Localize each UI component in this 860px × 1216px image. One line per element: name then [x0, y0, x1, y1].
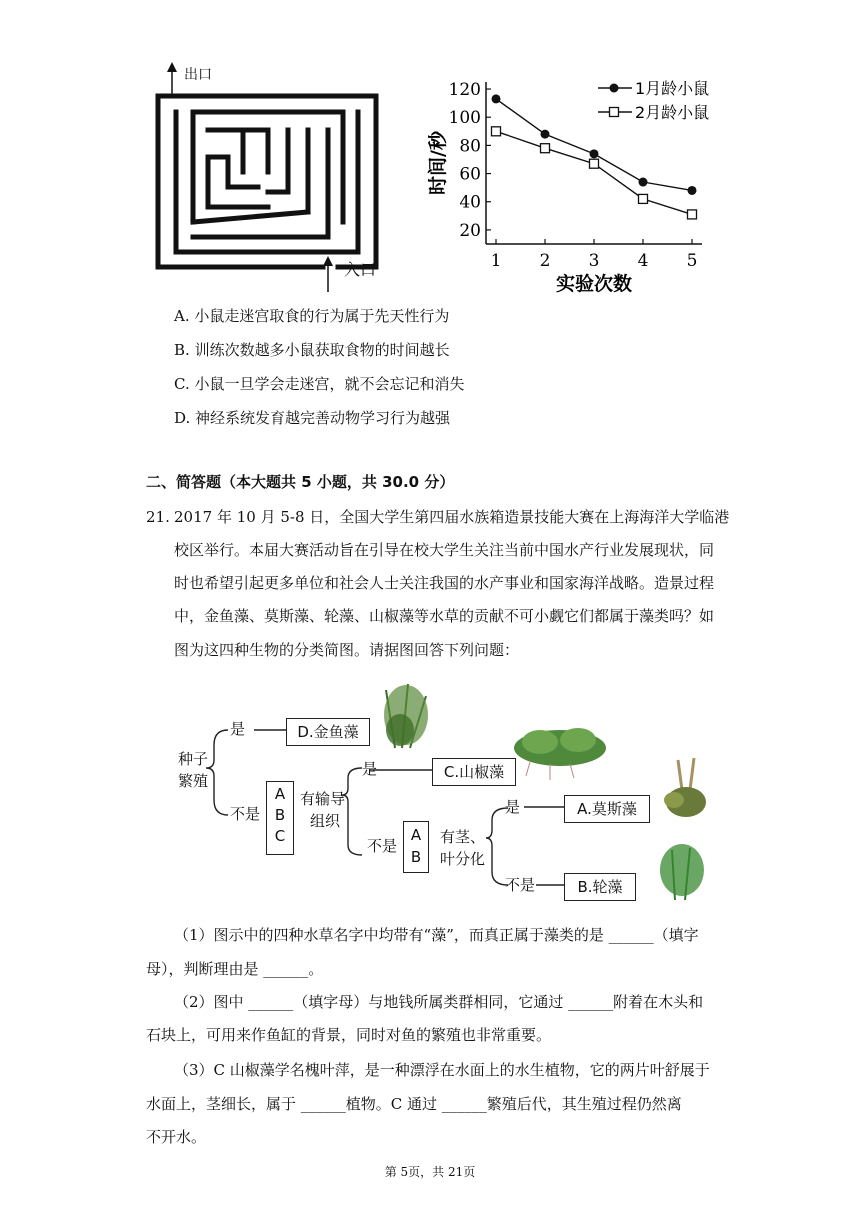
maze-entry-label: 入口 [344, 260, 377, 279]
subquestion-line: 不开水。 [146, 1128, 207, 1146]
box-ab [403, 821, 429, 873]
subquestion-line: （3）C 山椒藻学名槐叶萍，是一种漂浮在水面上的水生植物，它的两片叶舒展于 [174, 1061, 710, 1079]
tree-yes-label: 是 [230, 720, 246, 738]
option-text: 小鼠一旦学会走迷宫，就不会忘记和消失 [194, 375, 465, 393]
tree-yes-label: 是 [362, 760, 378, 778]
data-point [590, 159, 599, 168]
data-point [688, 210, 697, 219]
option-b [174, 339, 450, 360]
box-b-chara: B.轮藻 [564, 873, 636, 901]
tree-no-label: 不是 [230, 805, 261, 823]
x-tick-label: 4 [637, 251, 649, 271]
y-tick-label: 100 [448, 108, 481, 129]
x-axis-label: 实验次数 [555, 273, 633, 295]
maze-exit-label: 出口 [184, 67, 212, 83]
y-tick-label: 40 [459, 192, 481, 213]
question-number: 21. [146, 508, 170, 526]
subquestion-line: 母），判断理由是 ______。 [146, 960, 324, 978]
tree-yes-label: 是 [505, 798, 521, 816]
y-tick-label: 120 [448, 80, 481, 101]
legend-label: 1月龄小鼠 [635, 79, 710, 98]
box-abc-b: B [274, 806, 286, 824]
subquestion-line: （1）图示中的四种水草名字中均带有“藻”，而真正属于藻类的是 ______（填字 [174, 926, 699, 944]
option-text: 神经系统发育越完善动物学习行为越强 [195, 409, 451, 427]
x-tick-label: 3 [588, 251, 600, 271]
legend-marker [610, 108, 619, 117]
legend-label: 2月龄小鼠 [635, 103, 710, 122]
tree-no-label: 不是 [505, 876, 536, 894]
x-tick-label: 2 [539, 251, 551, 271]
subquestion-line: 石块上，可用来作鱼缸的背景，同时对鱼的繁殖也非常重要。 [146, 1026, 552, 1044]
section-title: 二、简答题（本大题共 5 小题，共 30.0 分） [146, 473, 455, 491]
option-c [174, 373, 465, 394]
box-ab-a: A [410, 826, 422, 844]
box-abc-a: A [274, 785, 286, 803]
page-footer: 第 5页，共 21页 [384, 1165, 476, 1179]
box-ab-b: B [410, 848, 422, 866]
box-d-hornwort: D.金鱼藻 [286, 718, 370, 746]
box-abc [266, 781, 294, 855]
question-line: 中，金鱼藻、莫斯藻、轮藻、山椒藻等水草的贡献不可小觑它们都属于藻类吗？如 [174, 607, 715, 625]
subquestion-line: （2）图中 ______（填字母）与地钱所属类群相同，它通过 ______附着在木头和 [174, 993, 704, 1011]
data-point [590, 149, 599, 158]
box-abc-c: C [274, 827, 286, 845]
option-text: 小鼠走迷宫取食的行为属于先天性行为 [194, 307, 450, 325]
tree-root-label: 种子 [178, 750, 209, 768]
question-line: 时也希望引起更多单位和社会人士关注我国的水产事业和国家海洋战略。造景过程 [174, 574, 715, 592]
data-point [688, 186, 697, 195]
question-line: 2017 年 10 月 5-8 日，全国大学生第四届水族箱造景技能大赛在上海海洋大学临港 [174, 508, 730, 526]
option-letter: D. [174, 409, 191, 427]
stemleaf-label: 叶分化 [440, 850, 486, 868]
tree-root-label: 繁殖 [178, 772, 209, 790]
question-line: 图为这四种生物的分类简图。请据图回答下列问题： [174, 641, 520, 659]
legend-marker [610, 84, 619, 93]
vascular-label: 组织 [310, 812, 341, 830]
chara-illustration [660, 844, 704, 900]
option-letter: A. [174, 307, 190, 325]
line-chart [420, 72, 720, 297]
y-tick-label: 80 [459, 136, 481, 157]
tree-no-label: 不是 [367, 837, 398, 855]
y-axis-label: 时间/秒 [427, 131, 449, 195]
vascular-label: 有输导 [300, 790, 346, 808]
data-point [541, 130, 550, 139]
option-letter: B. [174, 341, 190, 359]
x-tick-label: 5 [686, 251, 698, 271]
subquestion-line: 水面上，茎细长，属于 ______植物。C 通过 ______繁殖后代，其生殖过程仍然离 [146, 1095, 682, 1113]
box-c-salvinia: C.山椒藻 [432, 758, 516, 786]
y-tick-label: 20 [459, 220, 481, 241]
option-letter: C. [174, 375, 190, 393]
option-text: 训练次数越多小鼠获取食物的时间越长 [194, 341, 450, 359]
data-point [541, 144, 550, 153]
data-point [639, 194, 648, 203]
y-tick-label: 60 [459, 164, 481, 185]
x-tick-label: 1 [490, 251, 502, 271]
option-a [174, 305, 449, 326]
series-line [496, 131, 692, 214]
moss-illustration [664, 758, 706, 817]
data-point [639, 178, 648, 187]
question-line: 校区举行。本届大赛活动旨在引导在校大学生关注当前中国水产行业发展现状，同 [174, 541, 715, 559]
stemleaf-label: 有茎、 [440, 828, 486, 846]
box-a-moss: A.莫斯藻 [564, 795, 650, 823]
salvinia-illustration [514, 728, 606, 780]
data-point [492, 94, 501, 103]
data-point [492, 127, 501, 136]
option-d [174, 407, 450, 428]
hornwort-illustration [384, 684, 428, 748]
